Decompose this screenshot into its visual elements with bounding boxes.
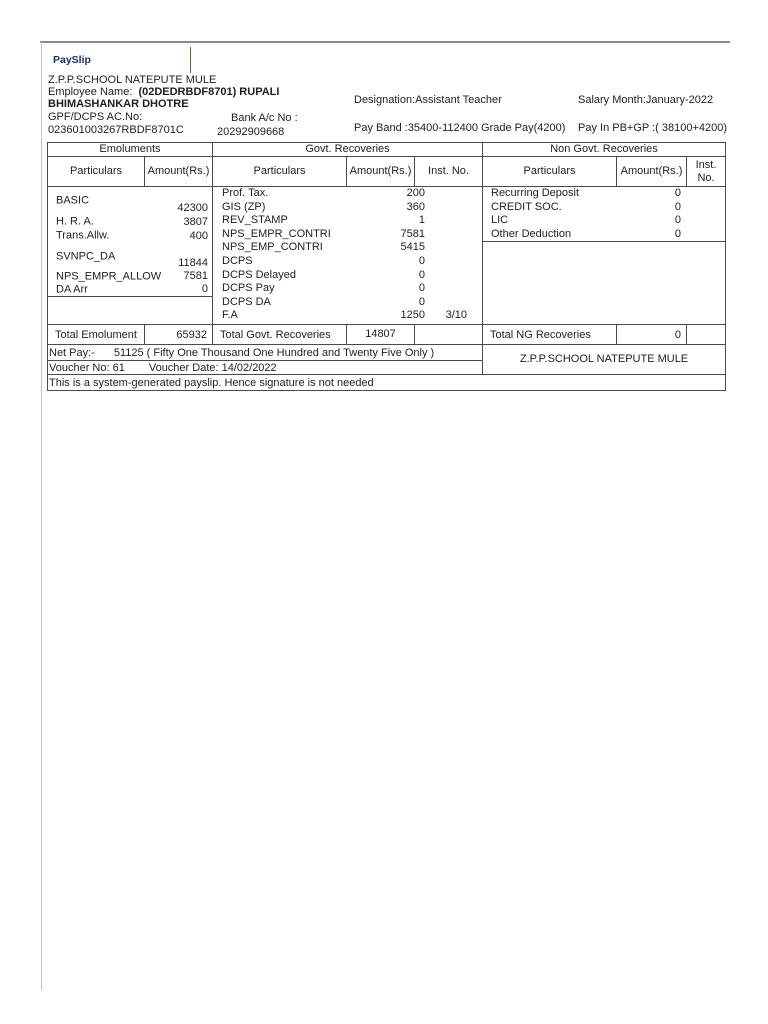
govt-recovery-name: DCPS Delayed [222, 268, 296, 281]
govt-recovery-name: DCPS DA [222, 295, 271, 308]
govt-recovery-name: DCPS [222, 254, 253, 267]
govt-recovery-name: GIS (ZP) [222, 200, 266, 213]
govt-recovery-row [213, 201, 482, 215]
emolument-name: BASIC [56, 194, 90, 207]
non-govt-recovery-name: LIC [491, 214, 509, 227]
govt-recovery-name: F.A [222, 309, 238, 322]
emoluments-amount-header: Amount(Rs.) [144, 156, 213, 187]
govt-recovery-amount: 7581 [400, 227, 425, 240]
non-govt-recovery-name: CREDIT SOC. [491, 200, 562, 213]
govt-recovery-inst-no: 3/10 [445, 309, 467, 322]
non-govt-particulars-header: Particulars [482, 156, 617, 187]
total-govt-inst-no-empty [414, 324, 483, 345]
govt-recoveries-body [212, 186, 483, 325]
govt-recovery-amount: 0 [418, 254, 425, 267]
employee-name-line [48, 86, 279, 98]
govt-recovery-name: NPS_EMP_CONTRI [222, 241, 323, 254]
emolument-row [48, 229, 212, 243]
section-header-non-govt-recoveries: Non Govt. Recoveries [482, 142, 726, 157]
net-pay-label: Net Pay:- [49, 346, 95, 359]
emoluments-particulars-header: Particulars [47, 156, 145, 187]
govt-recovery-amount: 0 [418, 282, 425, 295]
non-govt-recovery-row [483, 214, 725, 228]
employee-name-label: Employee Name: [48, 86, 133, 98]
emoluments-list [48, 187, 212, 297]
office-name-stamp: Z.P.P.SCHOOL NATEPUTE MULE [482, 344, 726, 375]
total-emolument-amount: 65932 [144, 324, 213, 345]
govt-inst-no-header: Inst. No. [414, 156, 483, 187]
non-govt-inst-no-header: Inst. No. [686, 156, 726, 187]
viewer-left-border [41, 42, 42, 990]
emolument-name: Trans.Allw. [56, 229, 110, 242]
govt-recovery-row [213, 187, 482, 201]
govt-recovery-row [213, 269, 482, 283]
bank-account-number: 20292909668 [217, 126, 285, 138]
non-govt-recovery-row [483, 187, 725, 201]
govt-recovery-amount: 0 [418, 295, 425, 308]
total-govt-recoveries-label: Total Govt. Recoveries [212, 324, 347, 345]
payslip-tab[interactable] [47, 47, 191, 73]
voucher-date: Voucher Date: 14/02/2022 [148, 361, 277, 374]
non-govt-recovery-amount: 0 [674, 227, 681, 240]
total-emolument-label: Total Emolument [47, 324, 145, 345]
emolument-row [48, 283, 212, 296]
govt-recovery-amount: 0 [418, 268, 425, 281]
govt-recovery-amount: 1250 [400, 309, 425, 322]
emolument-amount: 11844 [178, 257, 208, 269]
emolument-row [48, 187, 212, 215]
govt-recovery-row [213, 296, 482, 310]
net-pay-row [47, 344, 483, 361]
non-govt-recoveries-list [483, 187, 725, 242]
salary-month: Salary Month:January-2022 [578, 94, 714, 106]
govt-amount-header: Amount(Rs.) [346, 156, 415, 187]
net-pay-in-words: ( Fifty One Thousand One Hundred and Twenty Five Only ) [146, 346, 435, 359]
pay-band: Pay Band :35400-112400 Grade Pay(4200) [354, 122, 566, 134]
voucher-number: Voucher No: 61 [49, 361, 125, 374]
govt-particulars-header: Particulars [212, 156, 347, 187]
non-govt-recovery-name: Other Deduction [491, 227, 572, 240]
emolument-amount: 0 [201, 283, 208, 295]
emolument-row [48, 243, 212, 270]
system-generated-note: This is a system-generated payslip. Hence signature is not needed [47, 374, 726, 391]
emolument-amount: 42300 [177, 202, 208, 214]
govt-recovery-row [213, 309, 482, 323]
gpf-account-number: 023601003267RBDF8701C [48, 124, 184, 136]
non-govt-recovery-amount: 0 [674, 214, 681, 227]
non-govt-recovery-amount: 0 [674, 187, 681, 199]
non-govt-recovery-amount: 0 [674, 200, 681, 213]
section-header-govt-recoveries: Govt. Recoveries [212, 142, 483, 157]
emolument-name: SVNPC_DA [56, 250, 116, 262]
emolument-amount: 7581 [183, 270, 208, 282]
emoluments-body [47, 186, 213, 325]
emolument-name: NPS_EMPR_ALLOW [56, 270, 162, 282]
emolument-amount: 3807 [183, 216, 208, 228]
govt-recovery-row [213, 255, 482, 269]
employee-name-value: (02DEDRBDF8701) RUPALI [138, 86, 280, 98]
non-govt-recovery-row [483, 201, 725, 215]
govt-recovery-row [213, 228, 482, 242]
designation: Designation:Assistant Teacher [354, 94, 502, 106]
emolument-name: DA Arr [56, 283, 88, 295]
total-ng-recoveries-label: Total NG Recoveries [482, 324, 617, 345]
govt-recovery-name: DCPS Pay [222, 282, 275, 295]
non-govt-amount-header: Amount(Rs.) [616, 156, 687, 187]
viewer-top-border [40, 41, 730, 43]
govt-recovery-name: NPS_EMPR_CONTRI [222, 227, 331, 240]
govt-recovery-amount: 360 [406, 200, 425, 213]
govt-recovery-amount: 200 [406, 187, 425, 199]
emolument-amount: 400 [189, 230, 208, 242]
emolument-row [48, 270, 212, 283]
employee-name-continued: BHIMASHANKAR DHOTRE [48, 98, 189, 110]
non-govt-recovery-name: Recurring Deposit [491, 187, 580, 199]
govt-recovery-row [213, 241, 482, 255]
govt-recovery-amount: 5415 [400, 241, 425, 254]
non-govt-recovery-row [483, 228, 725, 242]
emolument-name: H. R. A. [56, 215, 94, 228]
payslip-table [47, 142, 726, 391]
non-govt-recoveries-body [482, 186, 726, 325]
office-name: Z.P.P.SCHOOL NATEPUTE MULE [48, 74, 217, 86]
govt-recovery-row [213, 282, 482, 296]
net-pay-amount: 51125 [113, 346, 144, 359]
section-header-emoluments: Emoluments [47, 142, 213, 157]
govt-recovery-row [213, 214, 482, 228]
emolument-row [48, 215, 212, 229]
pay-in-pb-gp: Pay In PB+GP :( 38100+4200) [578, 122, 728, 134]
govt-recovery-amount: 1 [418, 214, 425, 227]
voucher-row [47, 360, 483, 375]
total-ng-inst-no-empty [686, 324, 726, 345]
total-ng-recoveries-amount: 0 [616, 324, 687, 345]
total-govt-recoveries-amount: 14807 [346, 324, 415, 345]
bank-account-label: Bank A/c No : [231, 112, 298, 124]
govt-recovery-name: Prof. Tax. [222, 187, 269, 199]
govt-recoveries-list [213, 187, 482, 323]
govt-recovery-name: REV_STAMP [222, 214, 288, 227]
payslip-tab-label: PaySlip [53, 54, 91, 66]
gpf-account-label: GPF/DCPS AC.No: [48, 111, 143, 123]
